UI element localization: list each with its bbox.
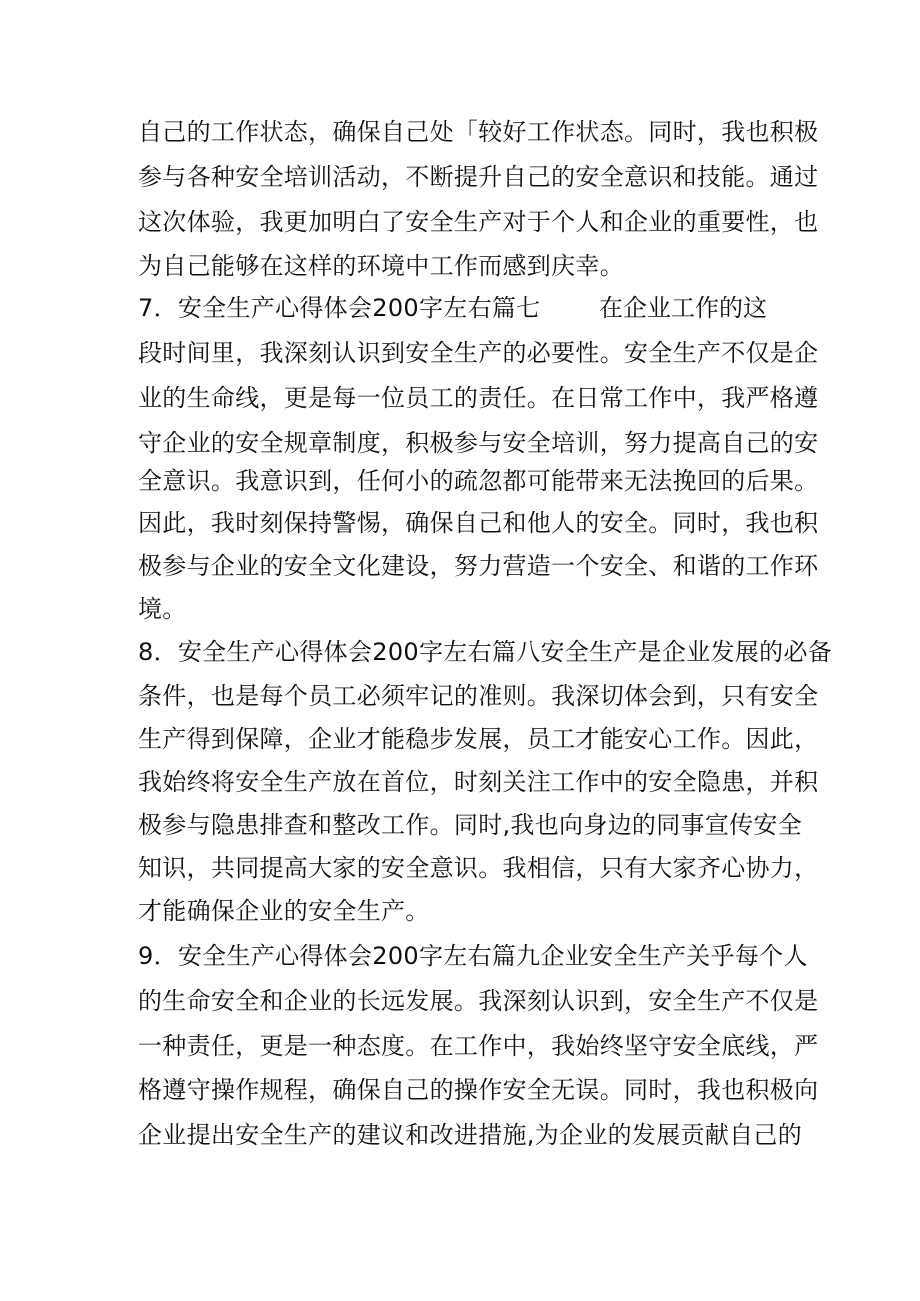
section-heading-8: 8．安全生产心得体会200字左右篇八安全生产是企业发展的必备 (138, 638, 833, 666)
text-line: 知识，共同提高大家的安全意识。我相信，只有大家齐心协力， (138, 854, 819, 882)
text-line: 条件，也是每个员工必须牢记的准则。我深切体会到，只有安全 (138, 682, 819, 710)
text-line: 段时间里，我深刻认识到安全生产的必要性。安全生产不仅是企 (138, 339, 819, 367)
text-line: 全意识。我意识到，任何小的疏忽都可能带来无法挽回的后果。 (138, 467, 819, 495)
text-line: 参与各种安全培训活动，不断提升自己的安全意识和技能。通过 (138, 163, 819, 191)
text-line: 守企业的安全规章制度，积极参与安全培训，努力提高自己的安 (138, 429, 819, 457)
text-line: 格遵守操作规程，确保自己的操作安全无误。同时，我也积极向 (138, 1076, 819, 1104)
text-line: 极参与企业的安全文化建设，努力营造一个安全、和谐的工作环 (138, 552, 819, 580)
text-line: 境。 (138, 595, 187, 623)
text-line: 我始终将安全生产放在首位，时刻关注工作中的安全隐患，并积 (138, 768, 819, 796)
text-line: 在企业工作的这 (599, 294, 767, 322)
text-line: 因此，我时刻保持警惕，确保自己和他人的安全。同时，我也积 (138, 509, 819, 537)
text-line: 极参与隐患排查和整改工作。同时,我也向身边的同事宣传安全 (138, 811, 803, 839)
text-line: 一种责任，更是一种态度。在工作中，我始终坚守安全底线，严 (138, 1032, 819, 1060)
text-line: 企业提出安全生产的建议和改进措施,为企业的发展贡献自己的 (138, 1121, 803, 1149)
section-heading-7: 7．安全生产心得体会200字左右篇七 (138, 294, 541, 322)
text-line: 的生命安全和企业的长远发展。我深刻认识到，安全生产不仅是 (138, 987, 819, 1015)
text-line: 才能确保企业的安全生产。 (138, 897, 430, 925)
section-heading-9: 9．安全生产心得体会200字左右篇九企业安全生产关乎每个人 (138, 942, 808, 970)
text-line: 业的生命线，更是每一位员工的责任。在日常工作中，我严格遵 (138, 384, 819, 412)
text-line: 为自己能够在这样的环境中工作而感到庆幸。 (138, 252, 624, 280)
text-line: 这次体验，我更加明白了安全生产对于个人和企业的重要性，也 (138, 208, 819, 236)
text-line: 生产得到保障，企业才能稳步发展，员工才能安心工作。因此， (138, 725, 819, 753)
text-line: 自己的工作状态，确保自己处「较好工作状态。同时，我也积极 (138, 118, 819, 146)
